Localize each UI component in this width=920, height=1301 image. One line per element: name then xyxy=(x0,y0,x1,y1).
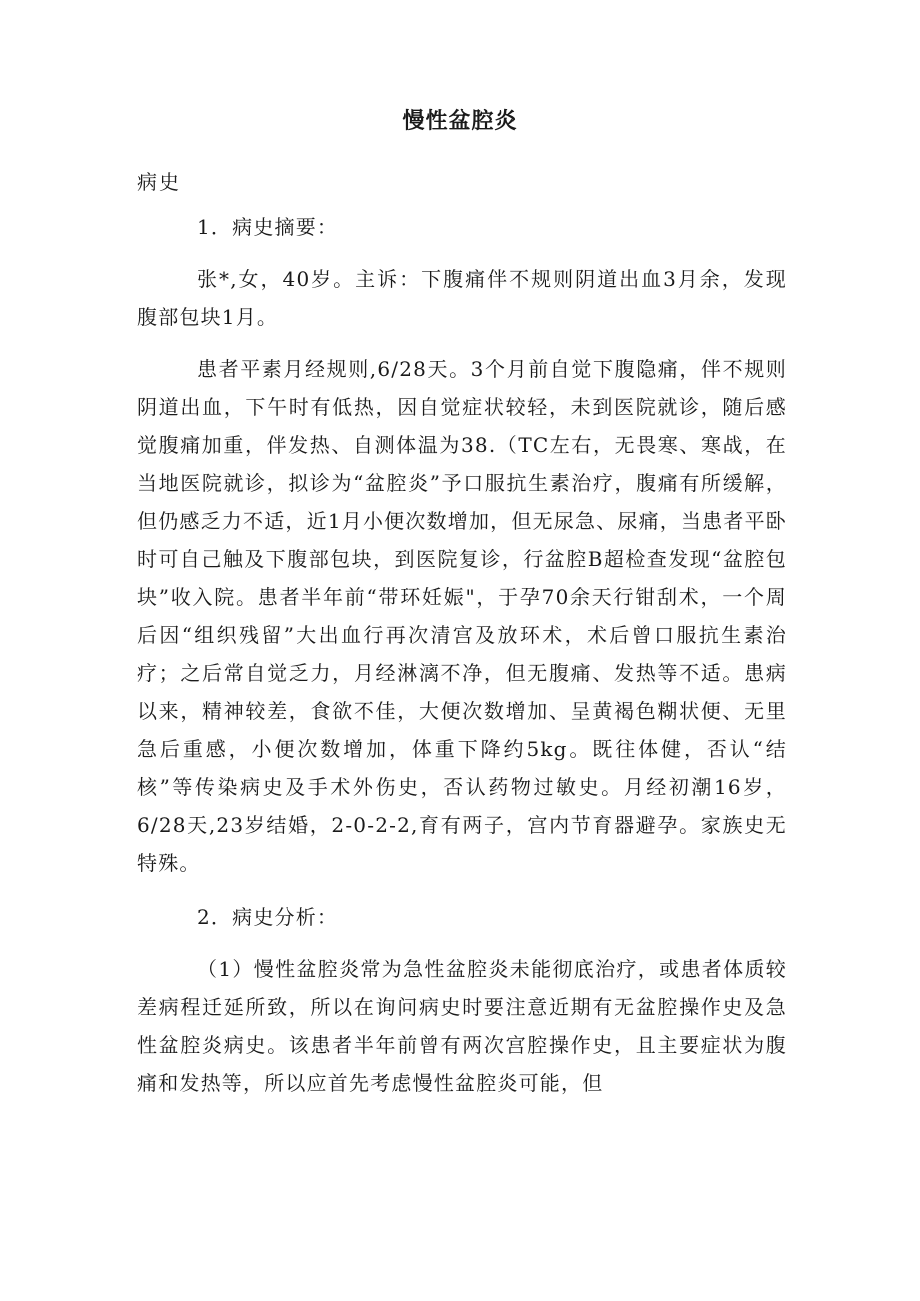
document-title: 慢性盆腔炎 xyxy=(402,109,518,134)
paragraph-chief-complaint: 张*,女，40岁。主诉：下腹痛伴不规则阴道出血3月余，发现腹部包块1月。 xyxy=(137,267,787,329)
paragraph-analysis-heading: 2．病史分析： xyxy=(197,905,339,929)
section-heading: 病史 xyxy=(137,170,181,194)
document-body xyxy=(137,208,787,1116)
paragraph-analysis-1: （1）慢性盆腔炎常为急性盆腔炎未能彻底治疗，或患者体质较差病程迁延所致，所以在询问病史时要注意近期有无盆腔操作史及急性盆腔炎病史。该患者半年前曾有两次宫腔操作史，且主要症状为腹痛和发热等，所以应首先考虑慢性盆腔炎可能，但 xyxy=(137,957,787,1095)
paragraph-history-detail: 患者平素月经规则,6/28天。3个月前自觉下腹隐痛，伴不规则阴道出血，下午时有低热，因自觉症状较轻，未到医院就诊，随后感觉腹痛加重，伴发热、自测体温为38.（TC左右，无畏寒、寒战，在当地医院就诊，拟诊为“盆腔炎”予口服抗生素治疗，腹痛有所缓解，但仍感乏力不适，近1月小便次数增加，但无尿急、尿痛，当患者平卧时可自己触及下腹部包块，到医院复诊，行盆腔B超检查发现“盆腔包块”收入院。患者半年前“带环妊娠"，于孕70余天行钳刮术，一个周后因“组织残留”大出血行再次清宫及放环术，术后曾口服抗生素治疗；之后常自觉乏力，月经淋漓不净，但无腹痛、发热等不适。患病以来，精神较差，食欲不佳，大便次数增加、呈黄褐色糊状便、无里急后重感，小便次数增加，体重下降约5kg。既往体健，否认“结核”等传染病史及手术外伤史，否认药物过敏史。月经初潮16岁，6/28天,23岁结婚，2-0-2-2,育有两子，宫内节育器避孕。家族史无特殊。 xyxy=(137,357,787,875)
paragraph-summary-heading: 1．病史摘要： xyxy=(197,215,339,239)
